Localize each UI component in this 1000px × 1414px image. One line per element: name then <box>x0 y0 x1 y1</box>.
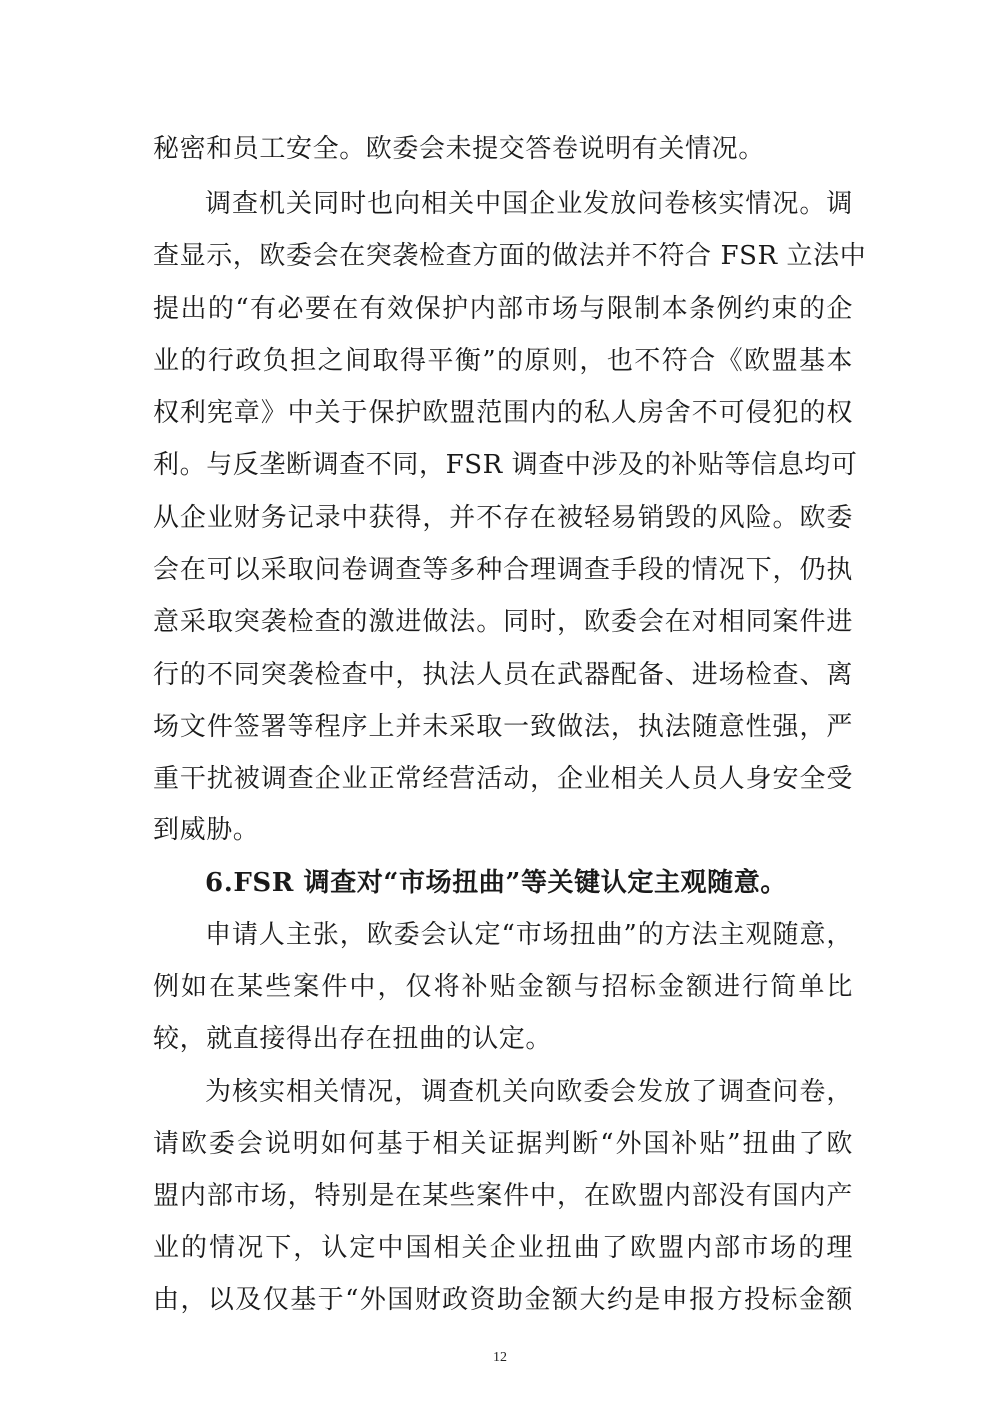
body-text-line: 申请人主张，欧委会认定“市场扭曲”的方法主观随意， <box>205 920 853 950</box>
body-text-line: 从企业财务记录中获得，并不存在被轻易销毁的风险。欧委 <box>153 503 853 533</box>
body-text-line: 由，以及仅基于“外国财政资助金额大约是申报方投标金额 <box>153 1285 853 1315</box>
body-text-line: 查显示，欧委会在突袭检查方面的做法并不符合 FSR 立法中 <box>153 241 867 271</box>
page-number: 12 <box>493 1350 507 1365</box>
body-text-line: 请欧委会说明如何基于相关证据判断“外国补贴”扭曲了欧 <box>153 1129 853 1159</box>
body-text-line: 到威胁。 <box>153 815 260 845</box>
body-text-line: 会在可以采取问卷调查等多种合理调查手段的情况下，仍执 <box>153 555 853 585</box>
body-text-line: 为核实相关情况，调查机关向欧委会发放了调查问卷， <box>205 1077 853 1107</box>
body-text-line: 意采取突袭检查的激进做法。同时，欧委会在对相同案件进 <box>153 607 853 637</box>
body-text-line: 场文件签署等程序上并未采取一致做法，执法随意性强，严 <box>153 712 853 742</box>
body-text-line: 例如在某些案件中，仅将补贴金额与招标金额进行简单比 <box>153 972 853 1002</box>
body-text-line: 秘密和员工安全。欧委会未提交答卷说明有关情况。 <box>153 134 765 164</box>
body-text-line: 利。与反垄断调查不同，FSR 调查中涉及的补贴等信息均可 <box>153 450 858 480</box>
body-text-line: 重干扰被调查企业正常经营活动，企业相关人员人身安全受 <box>153 764 853 794</box>
body-text-line: 盟内部市场，特别是在某些案件中，在欧盟内部没有国内产 <box>153 1181 853 1211</box>
section-heading: 6.FSR 调查对“市场扭曲”等关键认定主观随意。 <box>205 868 787 898</box>
body-text-line: 业的行政负担之间取得平衡”的原则，也不符合《欧盟基本 <box>153 346 853 376</box>
body-text-line: 调查机关同时也向相关中国企业发放问卷核实情况。调 <box>205 189 853 219</box>
body-text-line: 提出的“有必要在有效保护内部市场与限制本条例约束的企 <box>153 294 853 324</box>
body-text-line: 行的不同突袭检查中，执法人员在武器配备、进场检查、离 <box>153 660 853 690</box>
body-text-line: 业的情况下，认定中国相关企业扭曲了欧盟内部市场的理 <box>153 1233 853 1263</box>
body-text-line: 较，就直接得出存在扭曲的认定。 <box>153 1024 553 1054</box>
body-text-line: 权利宪章》中关于保护欧盟范围内的私人房舍不可侵犯的权 <box>153 398 853 428</box>
